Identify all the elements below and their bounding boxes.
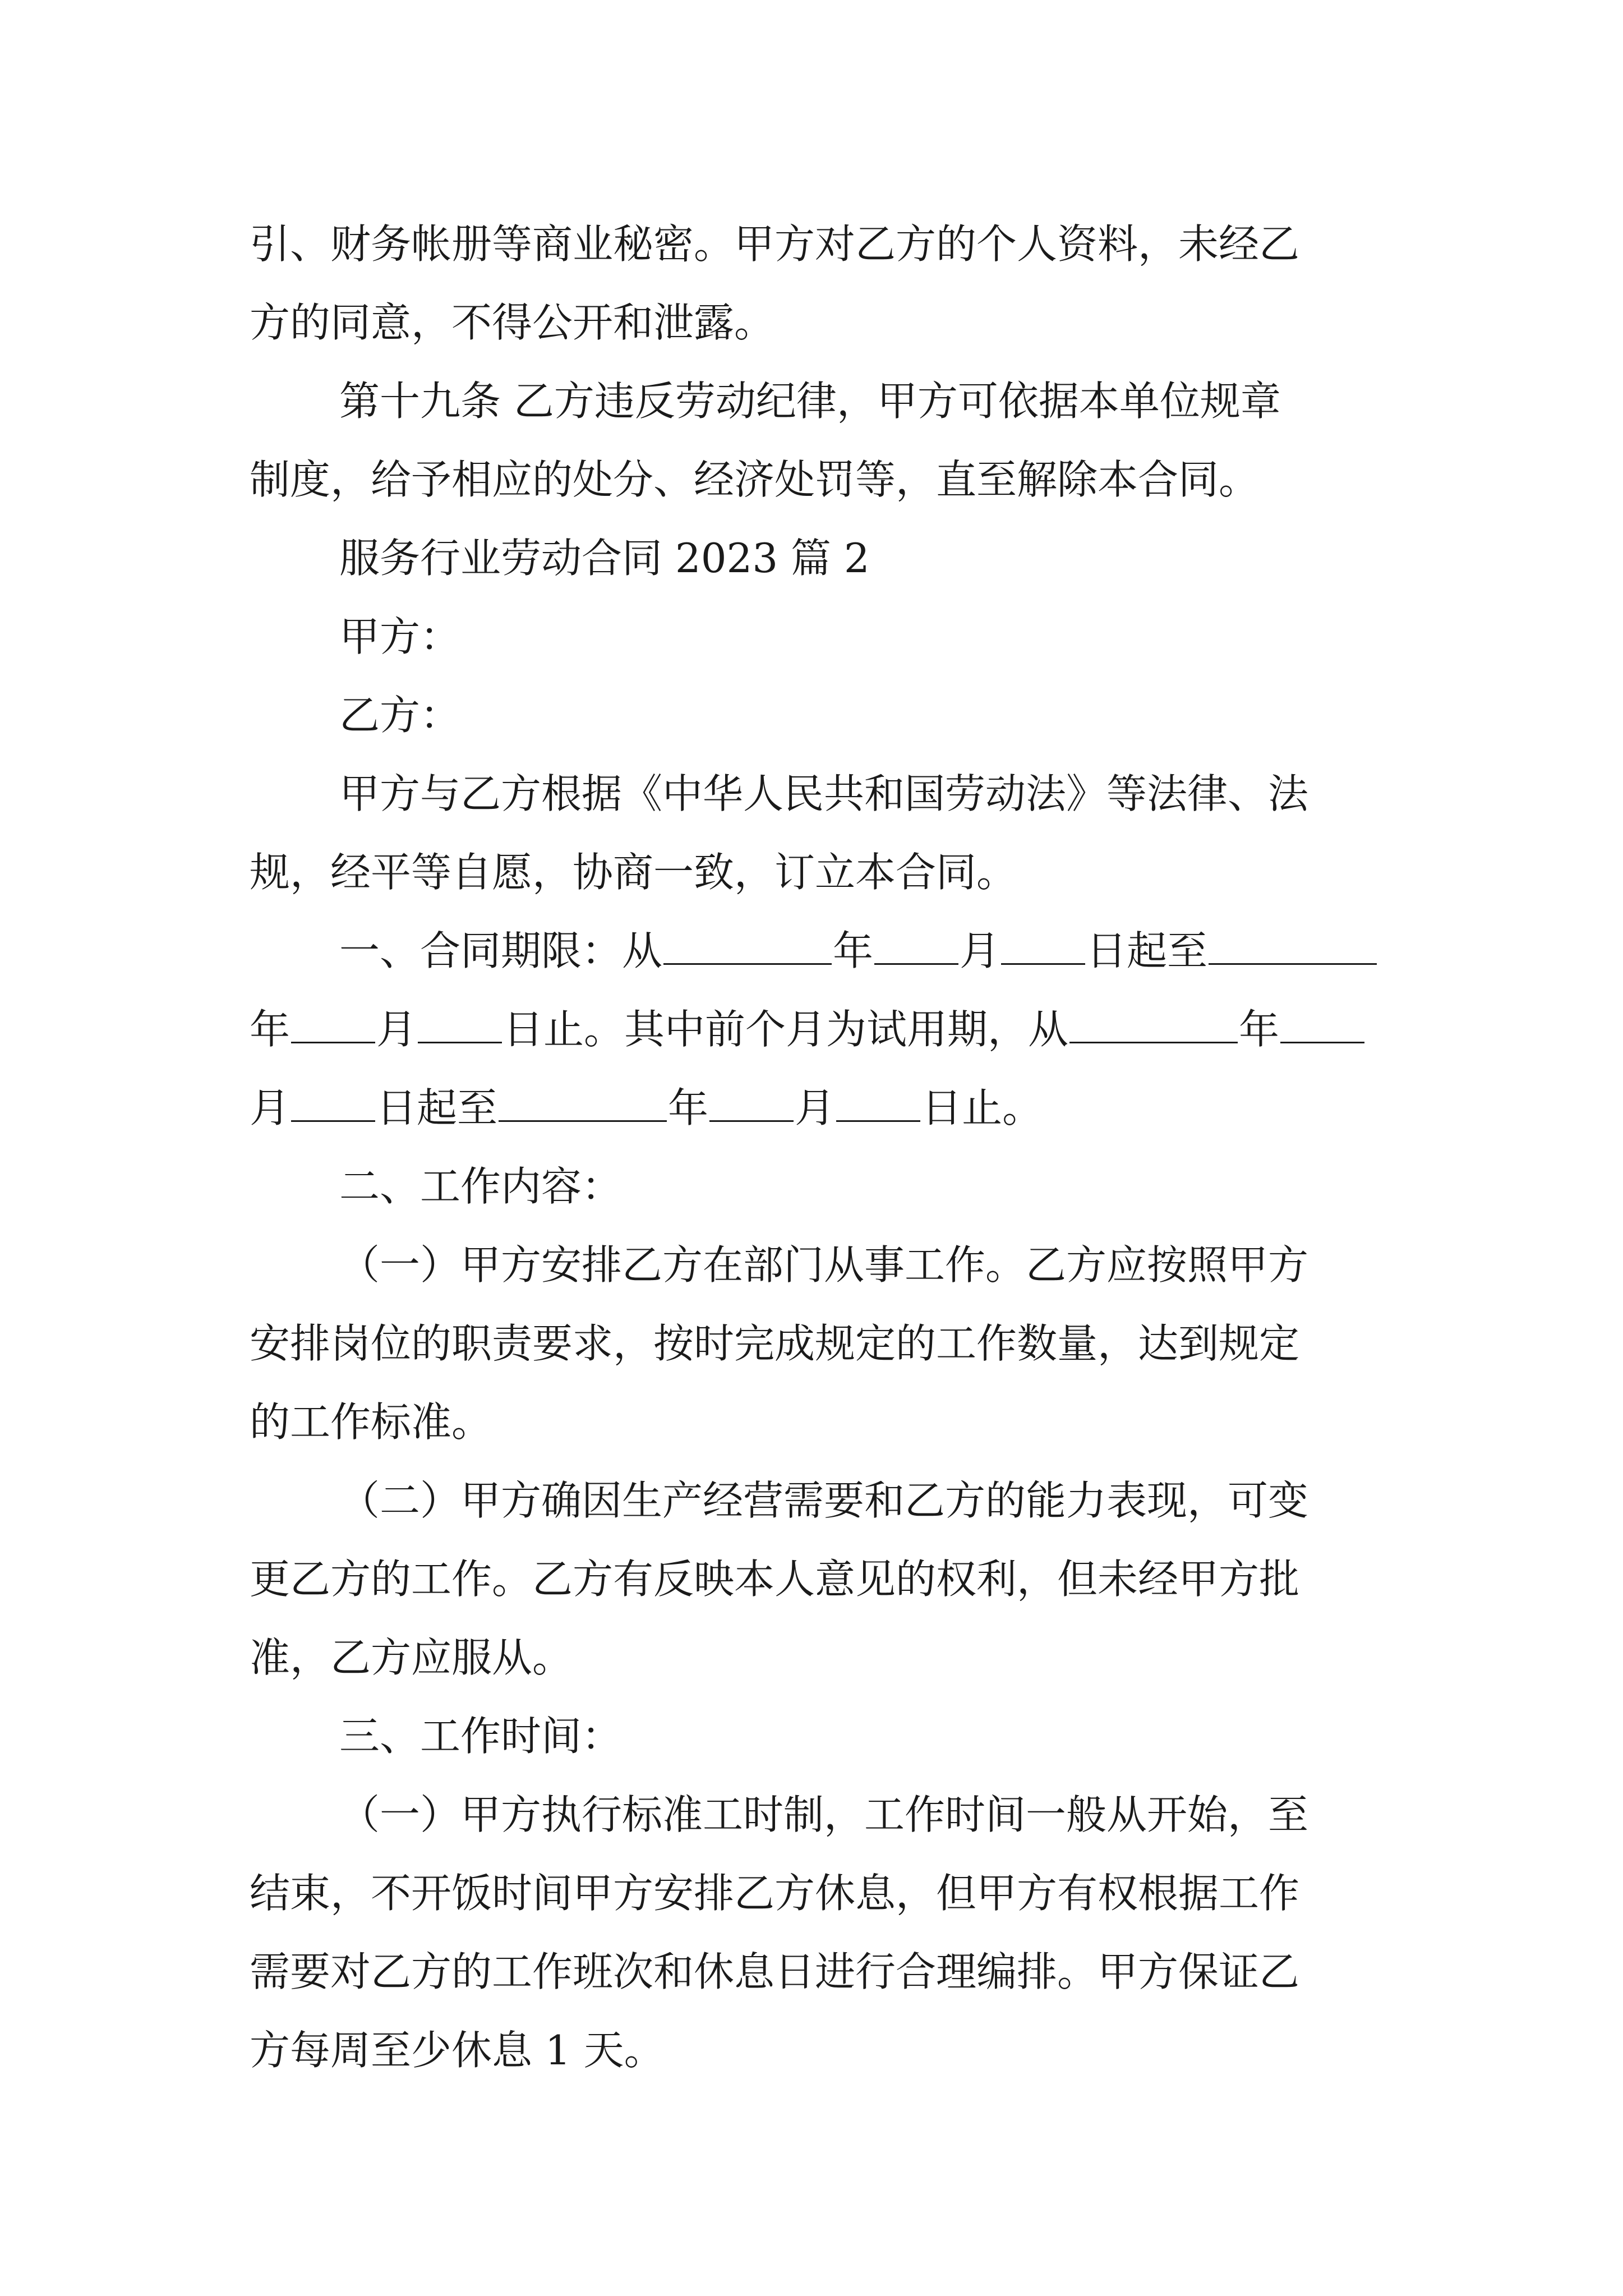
paragraph-line: 制度，给予相应的处分、经济处罚等，直至解除本合同。 — [250, 456, 1260, 503]
term-month: 月 — [795, 1084, 836, 1131]
paragraph-line: （二）甲方确因生产经营需要和乙方的能力表现，可变 — [339, 1477, 1309, 1524]
term-month: 月 — [250, 1084, 291, 1131]
contract-term-line-2 — [250, 990, 1382, 1069]
term-day: 日起至 — [376, 1084, 498, 1131]
contract-term-line-3 — [250, 1069, 1382, 1147]
fill-blank[interactable] — [1069, 1041, 1238, 1043]
paragraph-line: 方的同意，不得公开和泄露。 — [250, 299, 775, 346]
fill-blank[interactable] — [499, 1120, 667, 1122]
term-prefix: 一、合同期限：从 — [339, 927, 663, 974]
section-heading: 三、工作时间： — [339, 1713, 623, 1760]
paragraph-line: 的工作标准。 — [250, 1398, 492, 1446]
fill-blank[interactable] — [291, 1041, 375, 1043]
term-day: 日起至 — [1086, 927, 1208, 974]
paragraph-line: 规，经平等自愿，协商一致，订立本合同。 — [250, 849, 1017, 896]
term-year: 年 — [668, 1084, 709, 1131]
term-month: 月 — [376, 1006, 417, 1053]
term-end: 日止。 — [921, 1084, 1043, 1131]
term-mid: 日止。其中前个月为试用期，从 — [503, 1006, 1069, 1053]
term-month: 月 — [960, 927, 1000, 974]
paragraph-line: （一）甲方安排乙方在部门从事工作。乙方应按照甲方 — [339, 1241, 1309, 1289]
paragraph-line: 结束，不开饭时间甲方安排乙方休息，但甲方有权根据工作 — [250, 1870, 1300, 1917]
fill-blank[interactable] — [663, 963, 832, 965]
section-heading: 服务行业劳动合同 2023 篇 2 — [339, 535, 870, 582]
article-19-line: 第十九条 乙方违反劳动纪律，甲方可依据本单位规章 — [339, 378, 1281, 425]
term-year: 年 — [1239, 1006, 1280, 1053]
paragraph-line: 方每周至少休息 1 天。 — [250, 2027, 665, 2074]
fill-blank[interactable] — [1209, 963, 1377, 965]
term-year: 年 — [833, 927, 874, 974]
party-a-label: 甲方： — [339, 613, 461, 660]
paragraph-line: 甲方与乙方根据《中华人民共和国劳动法》等法律、法 — [339, 770, 1309, 817]
fill-blank[interactable] — [291, 1120, 375, 1122]
section-heading: 二、工作内容： — [339, 1163, 623, 1210]
paragraph-line: 安排岗位的职责要求，按时完成规定的工作数量，达到规定 — [250, 1320, 1300, 1367]
fill-blank[interactable] — [1280, 1041, 1364, 1043]
paragraph-line: 需要对乙方的工作班次和休息日进行合理编排。甲方保证乙 — [250, 1948, 1300, 1995]
fill-blank[interactable] — [874, 963, 958, 965]
paragraph-line: 更乙方的工作。乙方有反映本人意见的权利，但未经甲方批 — [250, 1556, 1300, 1603]
paragraph-line: 准，乙方应服从。 — [250, 1634, 573, 1681]
fill-blank[interactable] — [709, 1120, 794, 1122]
fill-blank[interactable] — [836, 1120, 920, 1122]
fill-blank[interactable] — [1001, 963, 1085, 965]
contract-term-line-1 — [339, 912, 1382, 990]
term-year: 年 — [250, 1006, 291, 1053]
paragraph-line: 引、财务帐册等商业秘密。甲方对乙方的个人资料，未经乙 — [250, 220, 1300, 268]
party-b-label: 乙方： — [339, 692, 461, 739]
fill-blank[interactable] — [418, 1041, 502, 1043]
paragraph-line: （一）甲方执行标准工时制，工作时间一般从开始，至 — [339, 1791, 1309, 1838]
